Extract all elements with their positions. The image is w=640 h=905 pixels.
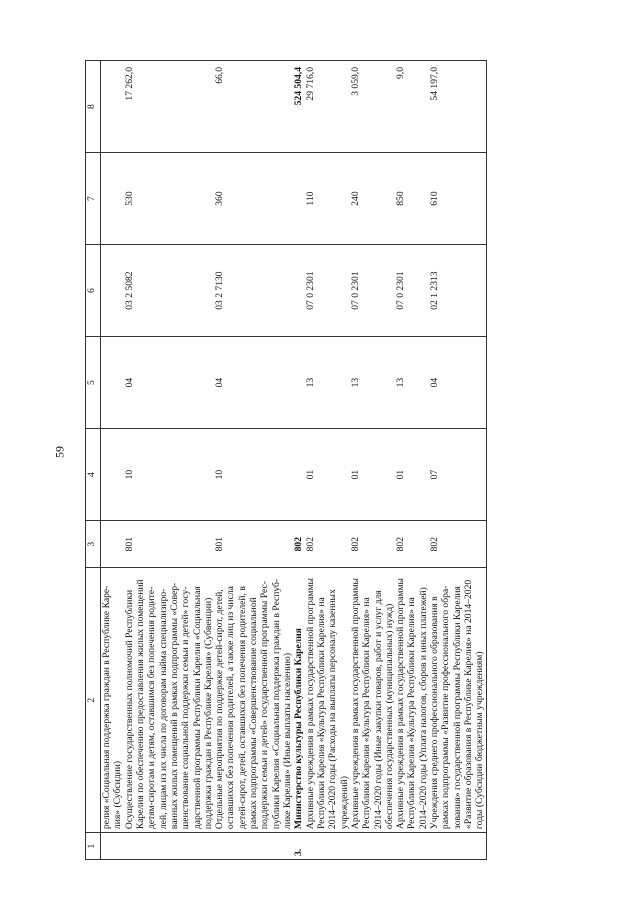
cell-c5: 13 [350,337,395,429]
row-description: Учреждения среднего профессионального образования в рамках подпрограммы «Развитие профессионального обра-зования» государственной программы Республики Карелия «Развитие образования в Республике Карелия» на 2014–2020 годы (Субсидии бюджетным учреждениям) [429,568,486,833]
cell-c7: 360 [214,153,293,245]
cell-c5 [293,337,304,429]
header-row [86,61,101,860]
cell-c5 [101,337,124,429]
header-col-2: 2 [86,568,101,833]
cell-c7: 610 [429,153,486,245]
section-total: 524 504,4 [293,61,304,153]
page-number: 59 [52,446,67,458]
row-number [350,833,395,860]
cell-c6: 02 1 2313 [429,245,486,337]
cell-c6: 07 0 2301 [350,245,395,337]
table-row [124,61,215,860]
budget-table [85,60,487,860]
row-description: Отдельные мероприятия по поддержке детей-сирот, детей, оставшихся без попечения родителей, а также лиц из числа детей-сирот, детей, оставшихся без попечения родителей, в рамках подпрограммы «Совершенствование социальной поддержки семьи и детей» государственной программы Рес-публики Карелия «Социальная поддержка граждан в Респуб-лике Карелия» (Иные выплаты населению) [214,568,293,833]
cell-c4: 07 [429,429,486,521]
cell-c7 [293,153,304,245]
row-description: Осуществление государственных полномочий Республики Карелия по обеспечению предоставления жилых помещений детям-сиротам и детям, оставшимся без попечения родите-лей, лицам из их числа по договорам найма специализиро-ванных жилых помещений в рамках подпрограммы «Совер-шенствование социальной поддержки семьи и детей» госу-дарственной программы Республики Карелия «Социальная поддержка граждан в Республике Карелия» (Субвенции) [124,568,215,833]
cell-c4: 01 [305,429,350,521]
row-description: Архивные учреждения в рамках государственной программы Республики Карелия «Культура Республики Карелия» на 2014–2020 годы (Иные закупки товаров, работ и услуг для обеспечения государственных (муниципальных) нужд) [350,568,395,833]
cell-c3: 802 [293,521,304,568]
cell-c6: 03 2 5082 [124,245,215,337]
cell-amount: 3 059,0 [350,61,395,153]
header-col-7: 7 [86,153,101,245]
table-row [429,61,486,860]
cell-c4: 01 [395,429,429,521]
cell-amount: 9,0 [395,61,429,153]
section-title: Министерство культуры Республики Карелия [293,568,304,833]
cell-amount: 54 197,0 [429,61,486,153]
cell-c3: 802 [429,521,486,568]
cell-c6 [101,245,124,337]
cell-c4: 10 [214,429,293,521]
cell-c4: 01 [350,429,395,521]
cell-c5: 04 [124,337,215,429]
cell-c5: 13 [395,337,429,429]
cell-amount: 17 262,0 [124,61,215,153]
cell-c5: 04 [214,337,293,429]
header-col-1: 1 [86,833,101,860]
row-number [101,833,124,860]
table-row-section [293,61,304,860]
row-number [305,833,350,860]
header-col-4: 4 [86,429,101,521]
cell-c3: 801 [124,521,215,568]
row-number [214,833,293,860]
cell-c5: 13 [305,337,350,429]
table-row [101,61,124,860]
cell-c3: 802 [305,521,350,568]
row-number [124,833,215,860]
cell-c7: 240 [350,153,395,245]
cell-c3 [101,521,124,568]
cell-c7: 850 [395,153,429,245]
cell-c3: 801 [214,521,293,568]
row-number [429,833,486,860]
cell-c5: 04 [429,337,486,429]
cell-c7 [101,153,124,245]
cell-c6: 07 0 2301 [305,245,350,337]
cell-amount: 29 716,0 [305,61,350,153]
row-number [395,833,429,860]
row-description: Архивные учреждения в рамках государственной программы Республики Карелия «Культура Республики Карелия» на 2014–2020 годы (Уплата налогов, сборов и иных платежей) [395,568,429,833]
section-number: 3. [293,833,304,860]
cell-amount: 66,0 [214,61,293,153]
header-col-8: 8 [86,61,101,153]
cell-c4 [101,429,124,521]
cell-c7: 530 [124,153,215,245]
cell-c4: 10 [124,429,215,521]
cell-c3: 802 [395,521,429,568]
row-description: релия «Социальная поддержка граждан в Республике Каре-лия» (Субсидии) [101,568,124,833]
header-col-6: 6 [86,245,101,337]
cell-c3: 802 [350,521,395,568]
cell-c6: 03 2 7130 [214,245,293,337]
cell-amount [101,61,124,153]
table-row [214,61,293,860]
budget-table-sheet [85,60,595,860]
row-description: Архивные учреждения в рамках государственной программы Республики Карелия «Культура Республики Карелия» на 2014–2020 годы (Расходы на выплаты персоналу казенных учреждений) [305,568,350,833]
cell-c6: 07 0 2301 [395,245,429,337]
cell-c4 [293,429,304,521]
table-row [395,61,429,860]
table-row [350,61,395,860]
cell-c7: 110 [305,153,350,245]
table-row [305,61,350,860]
cell-c6 [293,245,304,337]
header-col-5: 5 [86,337,101,429]
header-col-3: 3 [86,521,101,568]
